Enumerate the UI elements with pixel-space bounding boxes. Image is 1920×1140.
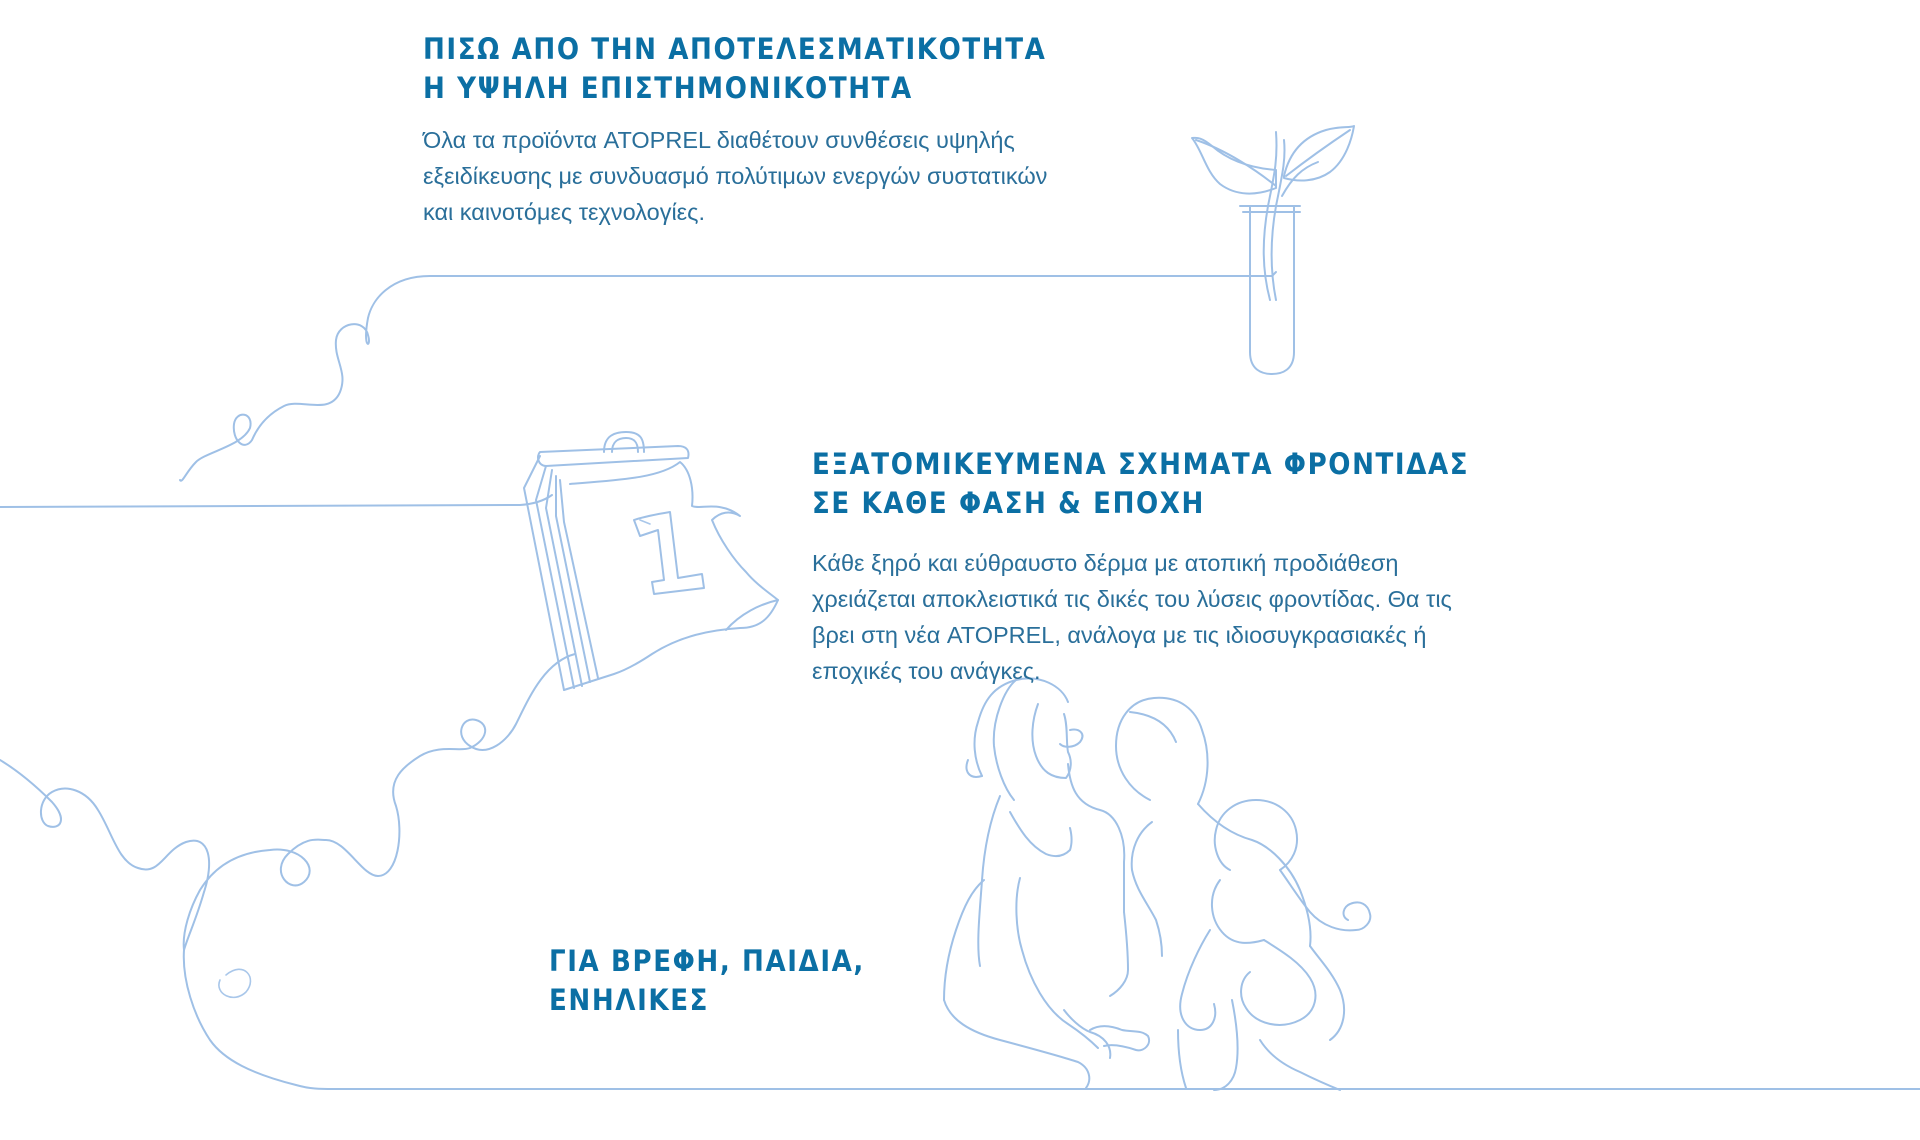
section-body — [812, 545, 1469, 689]
heading-line: ΓΙΑ ΒΡΕΦΗ, ΠΑΙΔΙΑ, — [549, 944, 865, 978]
heading-line: Η ΥΨΗΛΗ ΕΠΙΣΤΗΜΟΝΙΚΟΤΗΤΑ — [423, 71, 913, 105]
body-line: εξειδίκευσης με συνδυασμό πολύτιμων ενεργών συστατικών — [423, 163, 1048, 189]
heading-line: ΕΞΑΤΟΜΙΚΕΥΜΕΝΑ ΣΧΗΜΑΤΑ ΦΡΟΝΤΙΔΑΣ — [812, 447, 1470, 481]
plant-test-tube-icon — [1192, 126, 1354, 374]
connector-line-floor — [184, 950, 1920, 1089]
body-line: χρειάζεται αποκλειστικά τις δικές του λύσεις φροντίδας. Θα τις — [812, 586, 1452, 612]
heading-line: ΠΙΣΩ ΑΠΟ ΤΗΝ ΑΠΟΤΕΛΕΣΜΑΤΙΚΟΤΗΤΑ — [423, 32, 1047, 66]
section-audience — [549, 942, 865, 1020]
section-body — [423, 122, 1047, 230]
family-line-art — [944, 678, 1370, 1090]
connector-line-middle — [0, 495, 552, 507]
body-line: εποχικές του ανάγκες. — [812, 658, 1041, 684]
heading-line: ΕΝΗΛΙΚΕΣ — [549, 983, 710, 1017]
section-heading — [423, 30, 1047, 108]
connector-line-bottom — [0, 654, 575, 950]
section-heading — [549, 942, 865, 1020]
body-line: και καινοτόμες τεχνολογίες. — [423, 199, 706, 225]
section-care-routines — [812, 445, 1469, 689]
section-science — [423, 30, 1047, 230]
calendar-icon — [524, 432, 778, 690]
section-heading — [812, 445, 1469, 523]
heading-line: ΣΕ ΚΑΘΕ ΦΑΣΗ & ΕΠΟΧΗ — [812, 486, 1205, 520]
body-line: βρει στη νέα ATOPREL, ανάλογα με τις ιδιοσυγκρασιακές ή — [812, 622, 1427, 648]
body-line: Κάθε ξηρό και εύθραυστο δέρμα με ατοπική προδιάθεση — [812, 550, 1399, 576]
body-line: Όλα τα προϊόντα ATOPREL διαθέτουν συνθέσεις υψηλής — [423, 127, 1015, 153]
